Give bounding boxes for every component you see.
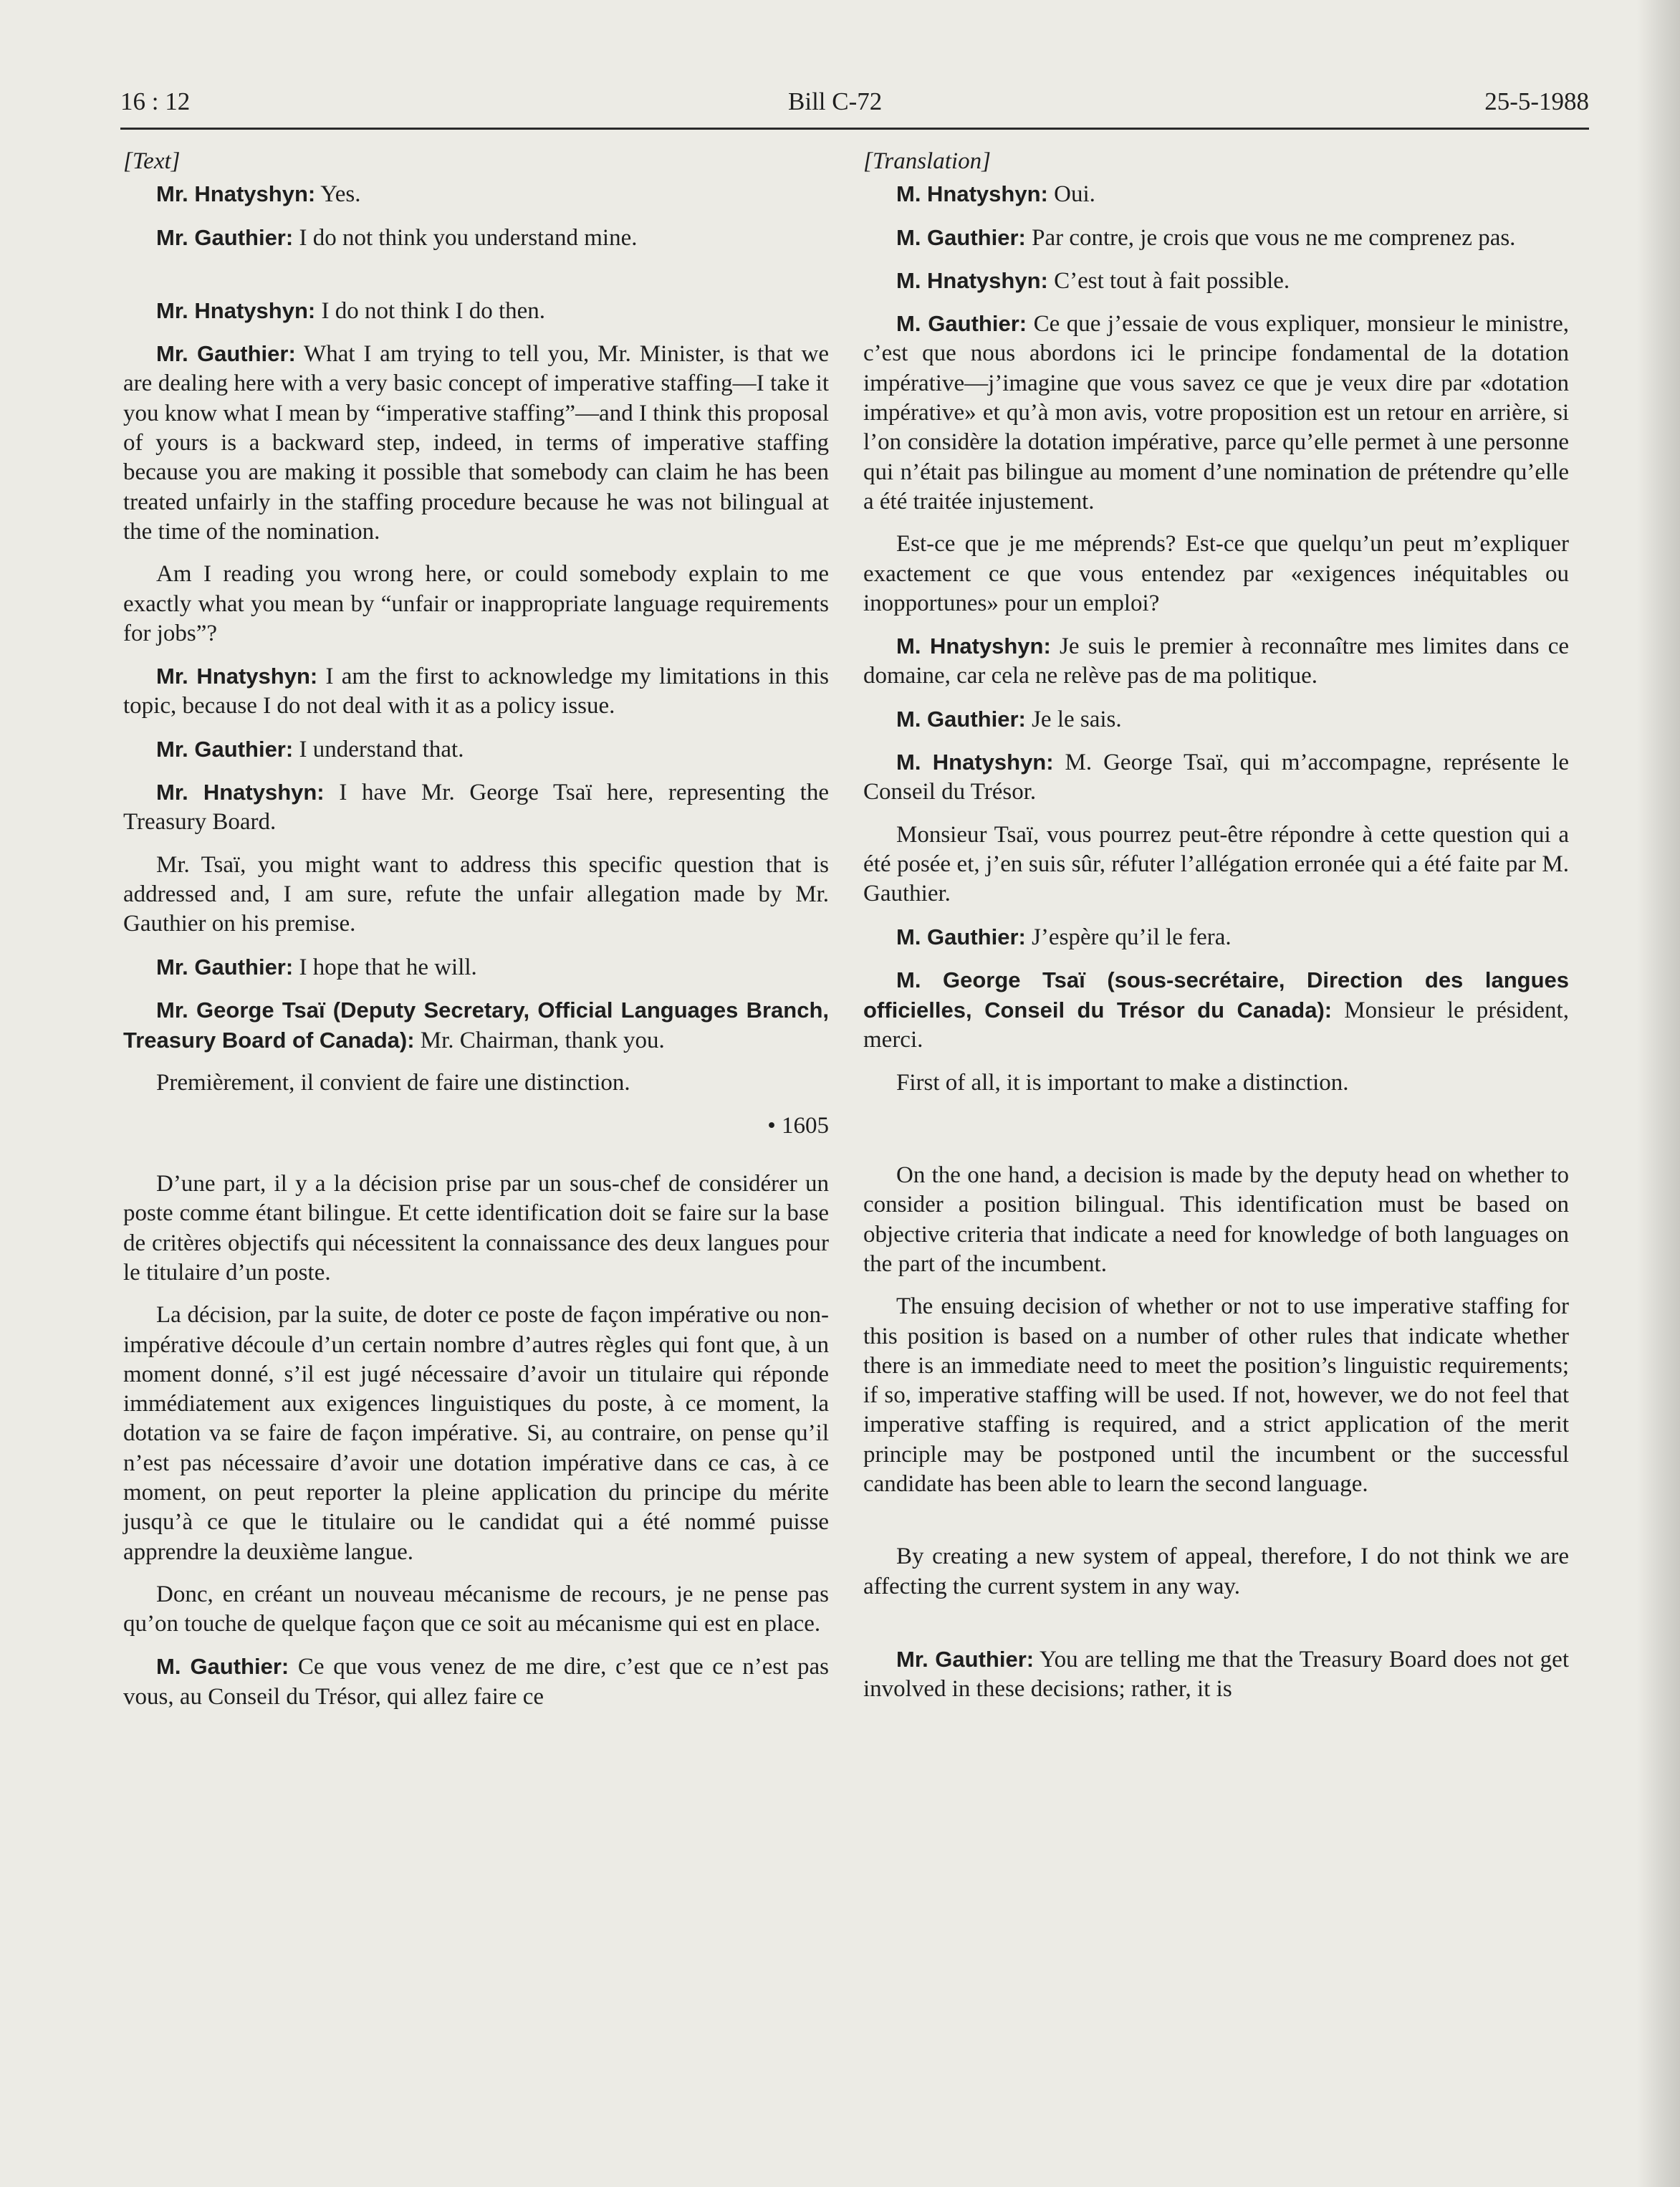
speaker: M. Gauthier: bbox=[896, 311, 1027, 337]
speaker: M. Hnatyshyn: bbox=[896, 633, 1051, 659]
speaker: Mr. Gauthier: bbox=[156, 954, 294, 980]
speaker: M. Gauthier: bbox=[896, 224, 1026, 250]
speech: I hope that he will. bbox=[293, 954, 477, 980]
speaker: Mr. George Tsaï (Deputy Secretary, Official Languages Branch, Treasury Board of Canada): bbox=[123, 997, 829, 1053]
paragraph bbox=[123, 952, 829, 982]
paragraph: Monsieur Tsaï, vous pourrez peut-être répondre à cette question qui a été posée et, j’en suis sûr, réfuter l’allégation erronée qui a été faite par M. Gauthier. bbox=[863, 821, 1569, 907]
paragraph: By creating a new system of appeal, therefore, I do not think we are affecting the current system in any way. bbox=[863, 1544, 1569, 1599]
page-header bbox=[120, 87, 1589, 130]
speaker: Mr. Gauthier: bbox=[156, 736, 294, 762]
speaker: Mr. Gauthier: bbox=[896, 1646, 1035, 1672]
speaker: Mr. Hnatyshyn: bbox=[156, 780, 325, 805]
spacer bbox=[863, 1512, 1569, 1542]
paragraph bbox=[863, 223, 1569, 253]
page-edge-shadow bbox=[1637, 0, 1680, 2187]
paragraph: Mr. Tsaï, you might want to address this specific question that is addressed and, I am sure, refute the unfair allegation made by Mr. Gauthier on his premise. bbox=[123, 851, 829, 937]
speech: Je suis le premier à reconnaître mes limites dans ce domaine, car cela ne relève pas de ma politique. bbox=[863, 633, 1569, 689]
paragraph bbox=[863, 631, 1569, 691]
speech: Mr. Chairman, thank you. bbox=[414, 1028, 665, 1054]
speech: Oui. bbox=[1047, 181, 1095, 208]
paragraph: On the one hand, a decision is made by the deputy head on whether to consider a position bilingual. This identification must be based on objective criteria that indicate a need for knowledge of both languages on the part of the incumbent. bbox=[863, 1162, 1569, 1277]
paragraph: Premièrement, il convient de faire une distinction. bbox=[156, 1070, 630, 1096]
paragraph bbox=[123, 1652, 829, 1712]
speech: I am the first to acknowledge my limitations in this topic, because I do not deal with it as a policy issue. bbox=[123, 664, 829, 719]
speech: I understand that. bbox=[293, 736, 464, 762]
page-number: 16 : 12 bbox=[120, 87, 191, 115]
paragraph bbox=[123, 339, 829, 547]
speaker: M. Hnatyshyn: bbox=[896, 267, 1048, 293]
speech: Je le sais. bbox=[1025, 706, 1122, 732]
speaker: Mr. Hnatyshyn: bbox=[156, 664, 318, 689]
paragraph bbox=[863, 1645, 1569, 1705]
paragraph bbox=[123, 995, 829, 1056]
paragraph: The ensuing decision of whether or not to use imperative staffing for this position is based on a number of other rules that indicate whether there is an immediate need to meet the position’s linguistic requirements; if so, imperative staffing will be used. If not, however, we do not feel that imperative staffing is required, and a strict application of the merit principle may be postponed until the incumbent or the successful candidate has been able to learn the second language. bbox=[863, 1293, 1569, 1497]
section-tag: [Translation] bbox=[863, 148, 991, 174]
paragraph bbox=[123, 734, 829, 765]
paragraph: D’une part, il y a la décision prise par un sous-chef de considérer un poste comme étant bilingue. Et cette identification doit se faire sur la base de critères objectifs qui nécessitent la connaissance des deux langues pour le titulaire d’un poste. bbox=[123, 1171, 829, 1286]
spacer bbox=[123, 266, 829, 296]
paragraph bbox=[123, 777, 829, 838]
header-rule bbox=[120, 128, 1589, 130]
date: 25-5-1988 bbox=[1484, 87, 1589, 115]
speaker: Mr. Gauthier: bbox=[156, 224, 294, 250]
paragraph: First of all, it is important to make a distinction. bbox=[896, 1069, 1349, 1096]
paragraph bbox=[123, 661, 829, 722]
time-marker: • 1605 bbox=[767, 1112, 829, 1139]
speech: Ce que j’essaie de vous expliquer, monsieur le ministre, c’est que nous abordons ici le principe fondamental de la dotation impérative—j’imagine que vous savez ce que je veux dire par «dotation impérative» et qu’à mon avis, votre proposition est un retour en arrière, si l’on considère la dotation impérative, parce qu’elle permet à une personne qui n’était pas bilingue au moment d’une nomination de prétendre qu’elle a été traitée injustement. bbox=[863, 311, 1570, 515]
left-column-text bbox=[123, 147, 829, 1725]
speech: I have Mr. George Tsaï here, representing the Treasury Board. bbox=[123, 780, 829, 836]
speaker: M. Gauthier: bbox=[156, 1654, 289, 1680]
speech: Yes. bbox=[315, 181, 361, 208]
paragraph bbox=[863, 179, 1569, 209]
paragraph bbox=[863, 922, 1569, 952]
bill-title: Bill C-72 bbox=[788, 87, 883, 115]
speech: Par contre, je crois que vous ne me comprenez pas. bbox=[1025, 224, 1516, 251]
speech: Ce que vous venez de me dire, c’est que ce n’est pas vous, au Conseil du Trésor, qui allez faire ce bbox=[123, 1654, 830, 1710]
paragraph: La décision, par la suite, de doter ce poste de façon impérative ou non-impérative découle d’un certain nombre d’autres règles qui font que, à un moment donné, s’il est jugé nécessaire d’avoir un titulaire qui réponde immédiatement aux exigences linguistiques du poste, à ce moment, la dotation va se faire de façon impérative. Si, au contraire, on pense qu’il n’est pas nécessaire d’avoir une dotation impérative dans ce cas, à ce moment, on peut reporter la pleine application du principe du mérite jusqu’à ce que le titulaire ou le candidat qui a été nommé puisse apprendre la deuxième langue. bbox=[123, 1302, 829, 1565]
paragraph bbox=[863, 309, 1569, 517]
speaker: Mr. Hnatyshyn: bbox=[156, 181, 316, 207]
speech: C’est tout à fait possible. bbox=[1047, 267, 1290, 294]
speech: What I am trying to tell you, Mr. Minister, is that we are dealing here with a very basic concept of imperative staffing—I take it you know what I mean by “imperative staffing”—and I think this proposal of yours is a backward step, indeed, in terms of imperative staffing because you are making it possible that somebody can claim he has been treated unfairly in the staffing procedure because he was not bilingual at the time of the nomination. bbox=[123, 341, 829, 545]
paragraph bbox=[863, 965, 1569, 1056]
spacer bbox=[863, 1111, 1569, 1161]
paragraph bbox=[863, 704, 1569, 734]
paragraph bbox=[123, 223, 829, 253]
paragraph bbox=[863, 266, 1569, 296]
speaker: M. Gauthier: bbox=[896, 706, 1026, 732]
speech: I do not think I do then. bbox=[315, 297, 546, 324]
right-column-text bbox=[863, 147, 1569, 1717]
speech: Monsieur le président, merci. bbox=[863, 997, 1569, 1053]
paragraph: Am I reading you wrong here, or could somebody explain to me exactly what you mean by “unfair or inappropriate language requirements for jobs”? bbox=[123, 561, 829, 646]
speaker: M. Hnatyshyn: bbox=[896, 181, 1048, 207]
section-tag: [Text] bbox=[123, 148, 181, 174]
speaker: M. George Tsaï (sous-secrétaire, Direction des langues officielles, Conseil du Trésor du Canada): bbox=[863, 967, 1569, 1023]
speaker: Mr. Gauthier: bbox=[156, 341, 296, 367]
paragraph bbox=[863, 747, 1569, 808]
speech: You are telling me that the Treasury Board does not get involved in these decisions; rather, it is bbox=[863, 1646, 1569, 1703]
speaker: Mr. Hnatyshyn: bbox=[156, 297, 316, 323]
paragraph bbox=[123, 179, 829, 209]
paragraph bbox=[123, 296, 829, 326]
speaker: M. Hnatyshyn: bbox=[896, 750, 1054, 775]
speech: I do not think you understand mine. bbox=[293, 224, 638, 251]
spacer bbox=[863, 1614, 1569, 1645]
paragraph: Donc, en créant un nouveau mécanisme de recours, je ne pense pas qu’on touche de quelque façon que ce soit au mécanisme qui est en place. bbox=[123, 1581, 829, 1637]
paragraph: Est-ce que je me méprends? Est-ce que quelqu’un peut m’expliquer exactement ce que vous entendez par «exigences inéquitables ou inopportunes» pour un emploi? bbox=[863, 531, 1569, 616]
speech: J’espère qu’il le fera. bbox=[1025, 924, 1232, 950]
speech: M. George Tsaï, qui m’accompagne, représente le Conseil du Trésor. bbox=[863, 750, 1569, 805]
speaker: M. Gauthier: bbox=[896, 924, 1026, 949]
